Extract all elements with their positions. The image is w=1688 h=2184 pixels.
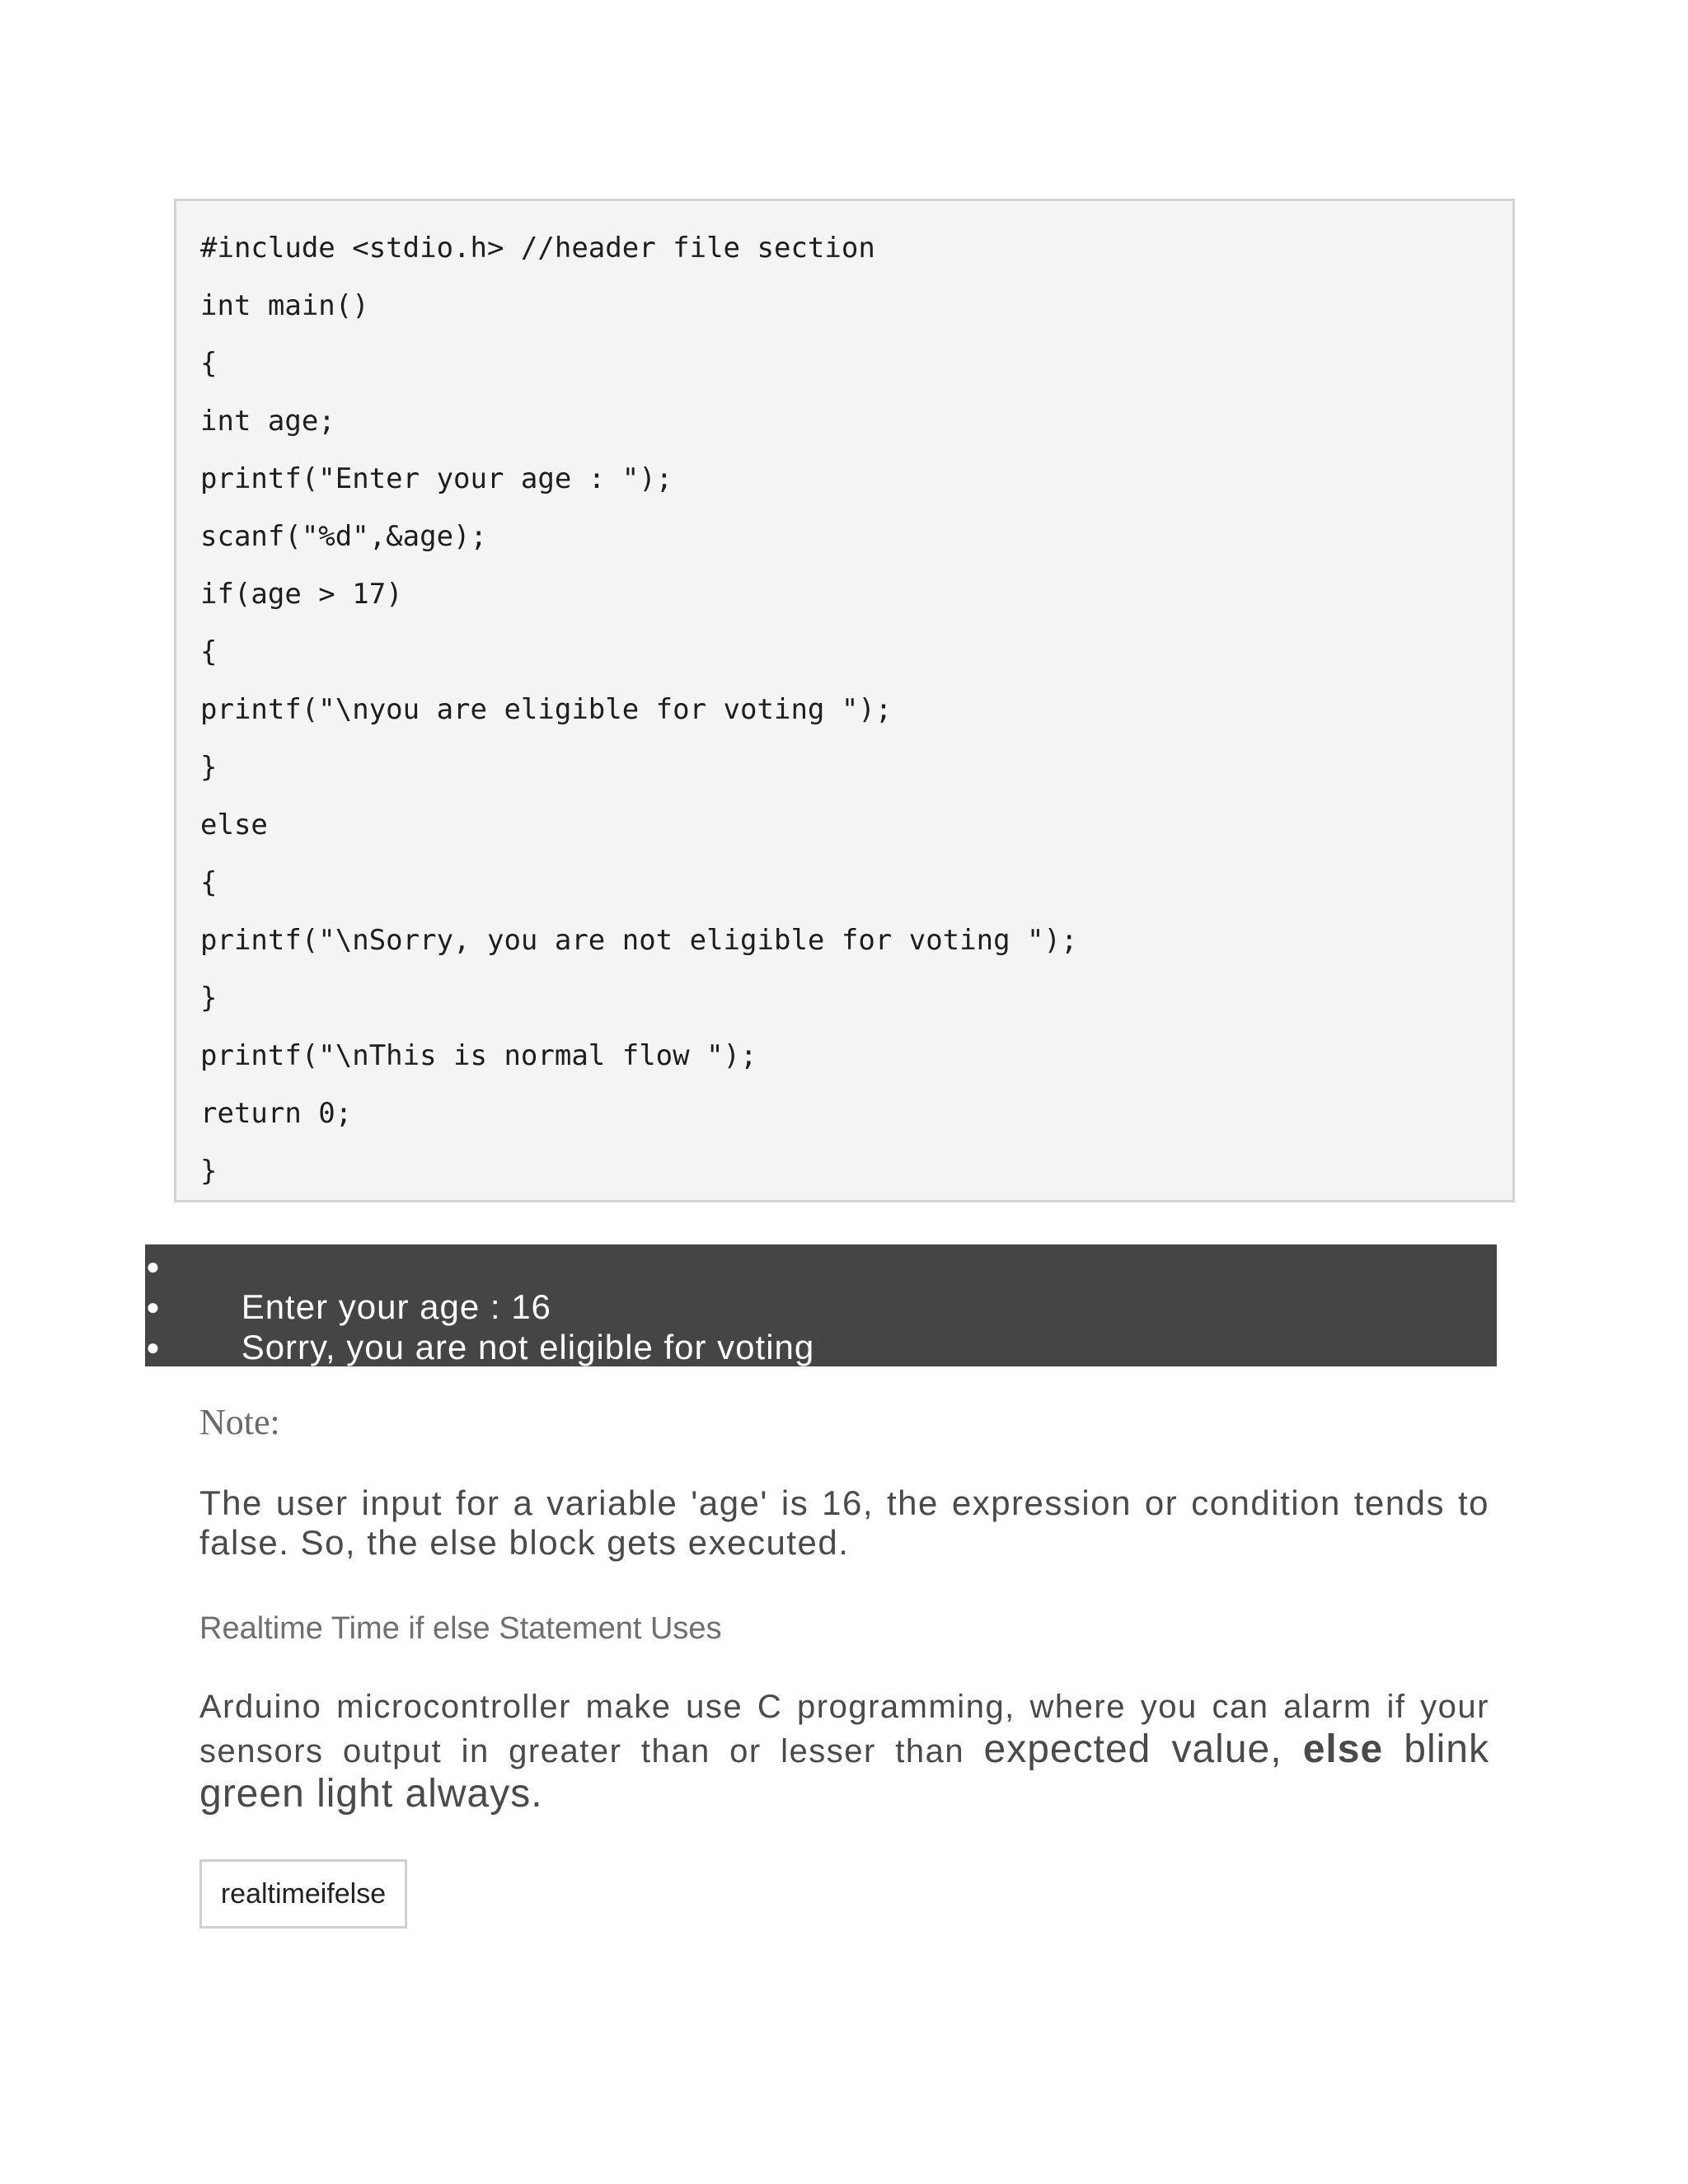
output-text: This is normal flow: [241, 1368, 544, 1407]
realtime-text-part1: Arduino microcontroller make use C programming, where you can alarm if your sensors output in greater than or lesser than: [199, 1689, 1489, 1769]
code-line: printf("\nyou are eligible for voting ");: [200, 693, 893, 726]
code-line: {: [200, 866, 218, 899]
code-line: {: [200, 635, 218, 668]
output-block: [145, 1244, 1497, 1407]
code-block: [174, 199, 1515, 1202]
output-item: [145, 1246, 1497, 1326]
code-line: int main(): [200, 289, 369, 322]
bullet-icon: ●: [146, 1294, 161, 1319]
code-line: scanf("%d",&age);: [200, 520, 487, 553]
realtimeifelse-tag-button[interactable]: realtimeifelse: [199, 1859, 407, 1929]
code-line: #include <stdio.h> //header file section: [200, 232, 875, 265]
code-line: }: [200, 982, 218, 1015]
output-item: [145, 1327, 1497, 1407]
realtime-paragraph: [199, 1685, 1489, 1817]
code-line: }: [200, 751, 218, 784]
code-line: printf("\nSorry, you are not eligible for voting ");: [200, 924, 1078, 957]
realtime-text-part2: expected value,: [983, 1727, 1303, 1771]
realtime-text-bold: else: [1302, 1727, 1384, 1771]
bullet-icon: ●: [146, 1334, 161, 1360]
output-text: Enter your age : 16: [241, 1287, 551, 1326]
output-item: [145, 1286, 1497, 1366]
code-line: if(age > 17): [200, 578, 403, 611]
bullet-icon: ●: [146, 1254, 161, 1279]
note-label: Note:: [199, 1402, 280, 1442]
code-line: printf("Enter your age : ");: [200, 462, 673, 495]
code-line: {: [200, 347, 218, 380]
section-heading: Realtime Time if else Statement Uses: [199, 1611, 722, 1646]
code-line: else: [200, 808, 268, 841]
code-line: printf("\nThis is normal flow ");: [200, 1039, 757, 1072]
realtime-text-part3: blink green light always.: [199, 1727, 1490, 1816]
code-line: int age;: [200, 405, 335, 438]
note-paragraph: The user input for a variable 'age' is 16, the expression or condition tends to false. So, the else block gets executed.: [199, 1483, 1489, 1562]
output-text: Sorry, you are not eligible for voting: [241, 1328, 815, 1366]
code-line: return 0;: [200, 1097, 353, 1130]
code-line: }: [200, 1155, 218, 1188]
